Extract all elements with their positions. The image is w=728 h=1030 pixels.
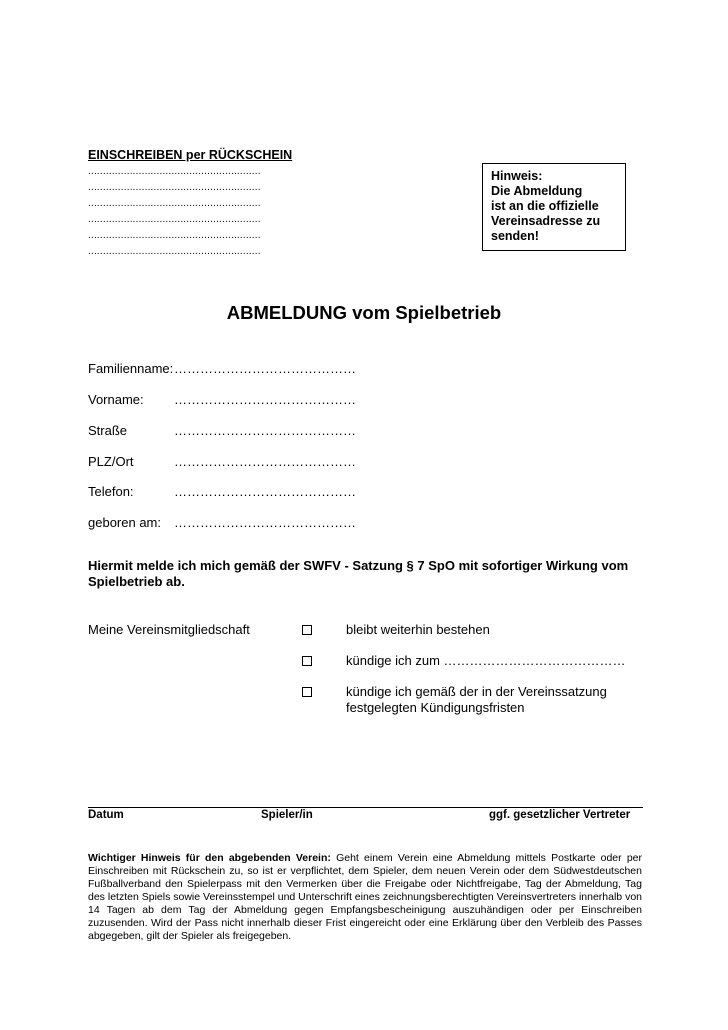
- option-continue-checkbox[interactable]: [302, 625, 312, 635]
- birthdate-field[interactable]: ……………………………………: [174, 515, 356, 530]
- option-cancel-date-label: kündige ich zum ……………………………………: [346, 653, 626, 668]
- notice-line: senden!: [491, 229, 539, 243]
- notice-line: Die Abmeldung: [491, 184, 583, 198]
- option-cancel-notice-line2: festgelegten Kündigungsfristen: [346, 700, 525, 715]
- address-line-3[interactable]: ..........................................................: [88, 198, 261, 209]
- signature-line: [88, 807, 643, 808]
- declaration-text: Hiermit melde ich mich gemäß der SWFV - Satzung § 7 SpO mit sofortiger Wirkung vom Spielbetrieb ab.: [88, 558, 629, 589]
- address-line-2[interactable]: ..........................................................: [88, 182, 261, 193]
- signature-guardian-label: ggf. gesetzlicher Vertreter: [489, 809, 631, 821]
- postcode-city-label: PLZ/Ort: [88, 454, 134, 469]
- first-name-label: Vorname:: [88, 392, 144, 407]
- option-cancel-notice-checkbox[interactable]: [302, 687, 312, 697]
- option-cancel-date-checkbox[interactable]: [302, 656, 312, 666]
- important-notice: [88, 852, 642, 943]
- signature-player-label: Spieler/in: [261, 809, 313, 821]
- important-notice-heading: Wichtiger Hinweis für den abgebenden Verein:: [88, 852, 331, 864]
- postcode-city-field[interactable]: ……………………………………: [174, 454, 356, 469]
- option-cancel-notice-label: [346, 684, 607, 716]
- registered-mail-heading: EINSCHREIBEN per RÜCKSCHEIN: [88, 148, 293, 162]
- important-notice-body: Geht einem Verein eine Abmeldung mittels Postkarte oder per Einschreiben mit Rückschein zu, so ist er verpflichtet, dem Spieler, dem neuen Verein oder dem Südwestdeutschen Fußballverband den Spielerpass mit den Vermerken über die Freigabe oder Nichtfreigabe, Tag der Abmeldung, Tag des letzten Spiels sowie Vereinsstempel und Unterschrift eines zeichnungsberechtigten Vereinsvertreters innerhalb von 14 Tagen ab dem Tag der Abmeldung gegen Empfangsbescheinigung auszuhändigen oder per Einschreiben zuzusenden. Wird der Pass nicht innerhalb dieser Frist eingereicht oder eine Erklärung über den Verbleib des Passes abgegeben, gilt der Spieler als freigegeben.: [88, 852, 642, 942]
- first-name-field[interactable]: ……………………………………: [174, 392, 356, 407]
- address-line-4[interactable]: ..........................................................: [88, 214, 261, 225]
- notice-line: ist an die offizielle: [491, 199, 599, 213]
- street-label: Straße: [88, 423, 128, 438]
- family-name-label: Familienname:: [88, 361, 174, 376]
- option-cancel-notice-line1: kündige ich gemäß der in der Vereinssatzung: [346, 684, 607, 699]
- address-line-6[interactable]: ..........................................................: [88, 246, 261, 257]
- page-title: ABMELDUNG vom Spielbetrieb: [226, 302, 502, 323]
- option-continue-label: bleibt weiterhin bestehen: [346, 622, 490, 637]
- address-line-1[interactable]: ..........................................................: [88, 166, 261, 177]
- notice-box: [482, 163, 626, 251]
- phone-field[interactable]: ……………………………………: [174, 484, 356, 499]
- phone-label: Telefon:: [88, 484, 134, 499]
- address-line-5[interactable]: ..........................................................: [88, 230, 261, 241]
- signature-date-label: Datum: [88, 809, 124, 821]
- street-field[interactable]: ……………………………………: [174, 423, 356, 438]
- membership-label: Meine Vereinsmitgliedschaft: [88, 622, 250, 637]
- notice-line: Hinweis:: [491, 169, 543, 183]
- birthdate-label: geboren am:: [88, 515, 161, 530]
- notice-line: Vereinsadresse zu: [491, 214, 601, 228]
- family-name-field[interactable]: ……………………………………: [174, 361, 356, 376]
